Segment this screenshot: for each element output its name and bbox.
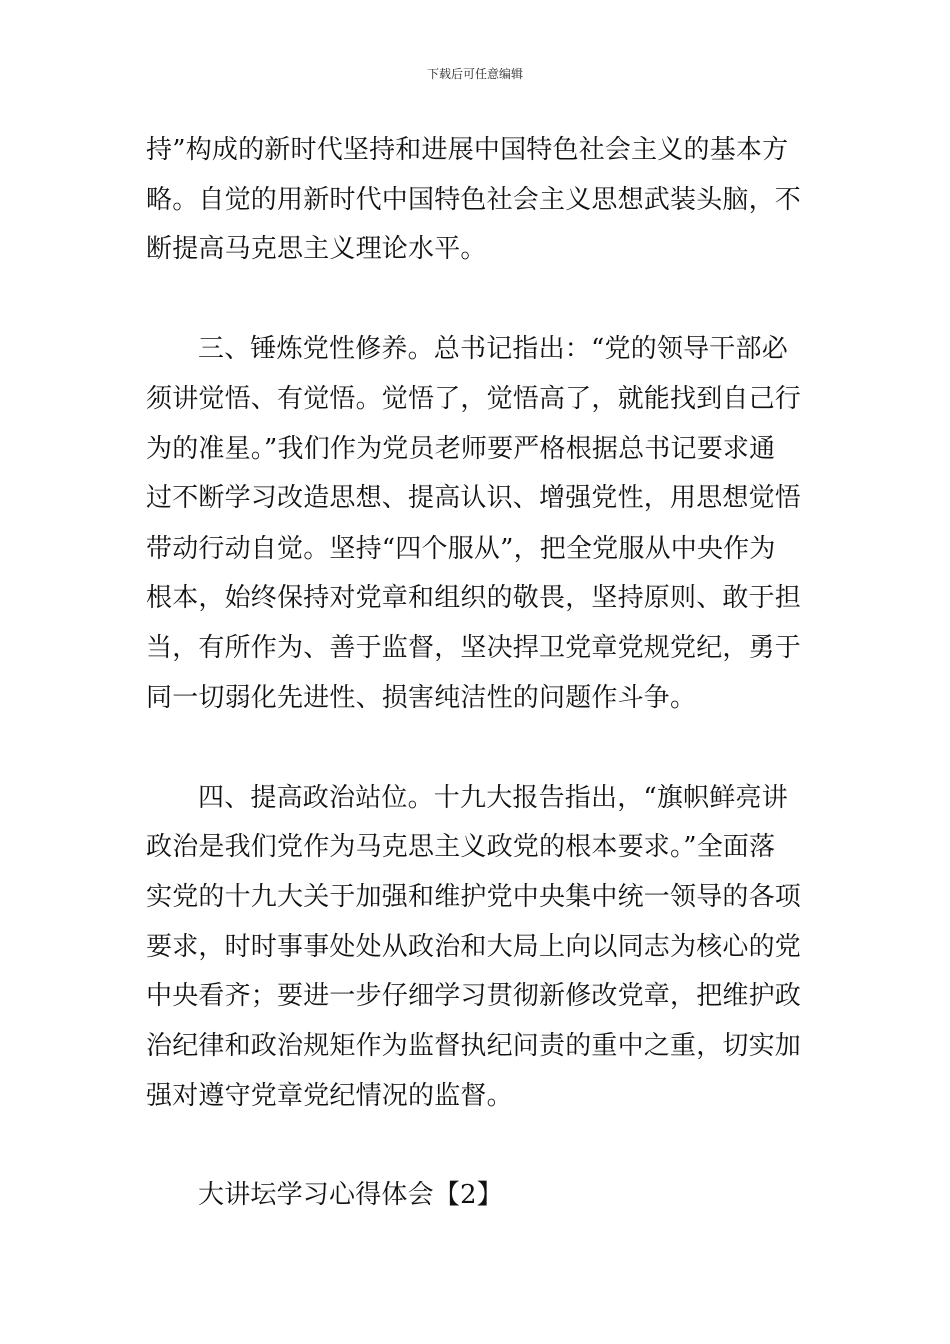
- text-line: 治纪律和政治规矩作为监督执纪问责的重中之重，切实加: [146, 1031, 802, 1061]
- text-line: 带动行动自觉。坚持“四个服从”，把全党服从中央作为: [146, 534, 776, 564]
- text-line: 强对遵守党章党纪情况的监督。: [146, 1081, 513, 1111]
- text-line: 过不断学习改造思想、提高认识、增强党性，用思想觉悟: [146, 483, 802, 513]
- text-line: 当，有所作为、善于监督，坚决捍卫党章党规党纪，勇于: [146, 633, 802, 663]
- text-line: 中央看齐；要进一步仔细学习贯彻新修改党章，把维护政: [146, 981, 802, 1011]
- text-line: 政治是我们党作为马克思主义政党的根本要求。”全面落: [146, 832, 776, 862]
- text-line: 根本，始终保持对党章和组织的敬畏，坚持原则、敢于担: [146, 583, 802, 613]
- text-line: 要求，时时事事处处从政治和大局上向以同志为核心的党: [146, 932, 802, 962]
- text-line: 须讲觉悟、有觉悟。觉悟了，觉悟高了，就能找到自己行: [146, 384, 802, 414]
- text-line: 为的准星。”我们作为党员老师要严格根据总书记要求通: [146, 434, 776, 464]
- text-line: 断提高马克思主义理论水平。: [146, 234, 487, 264]
- text-line: 同一切弱化先进性、损害纯洁性的问题作斗争。: [146, 683, 697, 713]
- section-title-text: 大讲坛学习心得体会【2】: [198, 1180, 503, 1210]
- text-line: 三、锤炼党性修养。总书记指出：“党的领导干部必: [198, 334, 788, 364]
- text-line: 四、提高政治站位。十九大报告指出，“旗帜鲜亮讲: [198, 783, 788, 813]
- text-line: 实党的十九大关于加强和维护党中央集中统一领导的各项: [146, 882, 802, 912]
- text-line: 持”构成的新时代坚持和进展中国特色社会主义的基本方: [146, 135, 789, 165]
- page-header: 下载后可任意编辑: [426, 67, 523, 81]
- text-line: 略。自觉的用新时代中国特色社会主义思想武装头脑，不: [146, 185, 802, 215]
